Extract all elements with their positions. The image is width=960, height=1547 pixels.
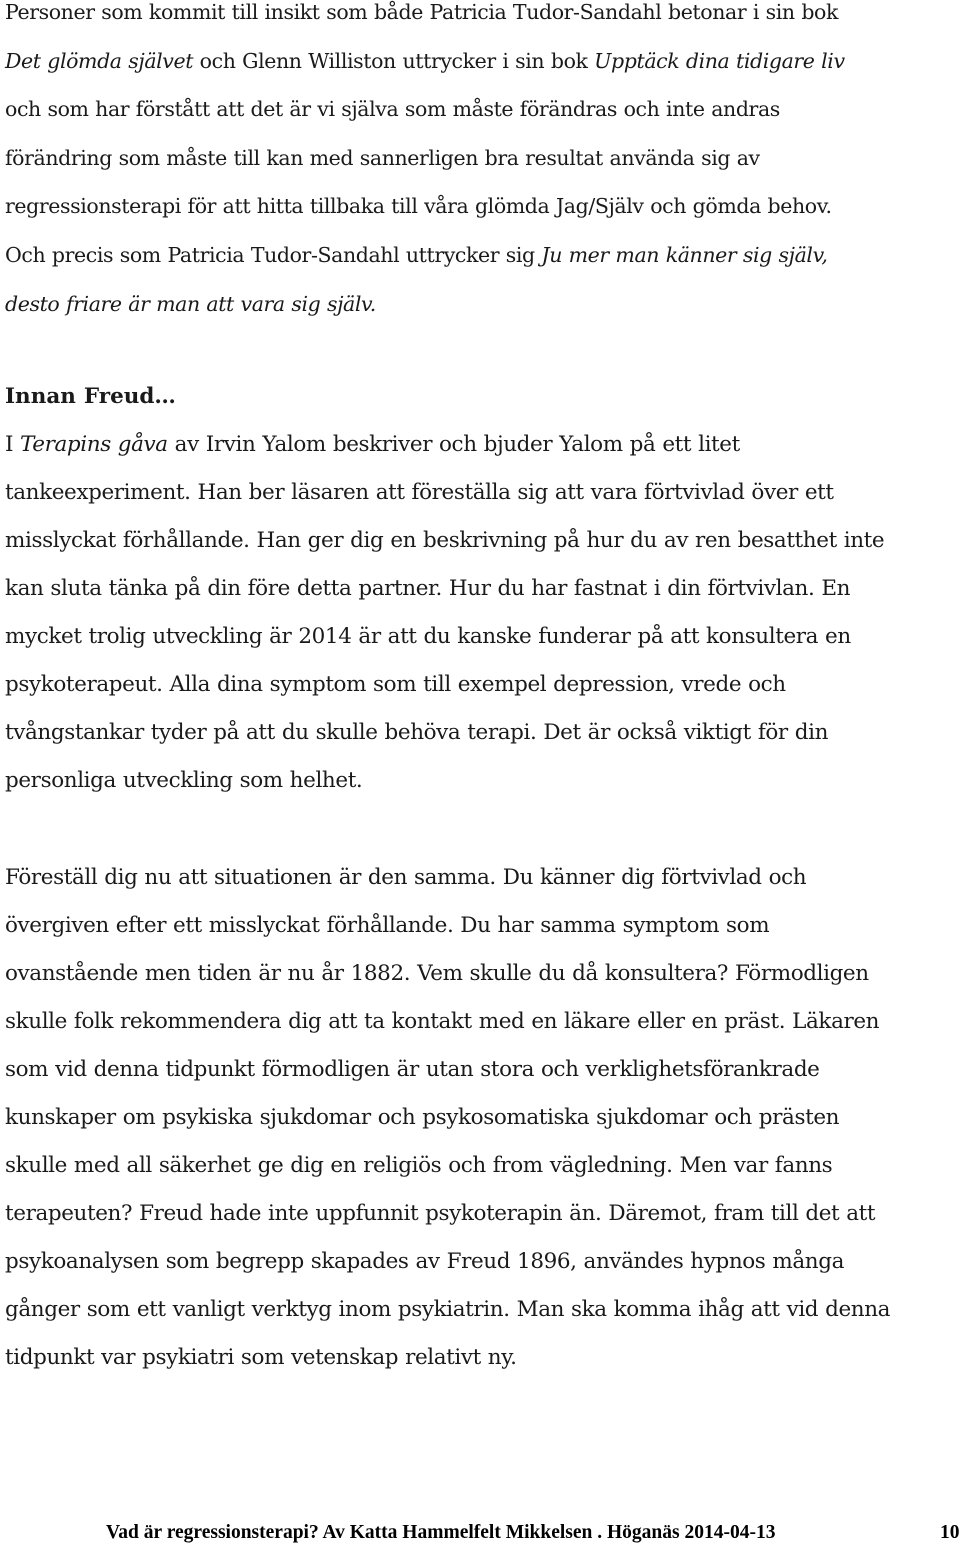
text-run: psykoterapeut. Alla dina symptom som till exempel depression, vrede och bbox=[5, 672, 786, 697]
text-run: Och precis som Patricia Tudor-Sandahl uttrycker sig bbox=[5, 242, 542, 267]
text-run: tankeexperiment. Han ber läsaren att föreställa sig att vara förtvivlad över ett bbox=[5, 480, 834, 505]
text-run: psykoanalysen som begrepp skapades av Freud 1896, användes hypnos många bbox=[5, 1249, 845, 1274]
text-run: kunskaper om psykiska sjukdomar och psykosomatiska sjukdomar och prästen bbox=[5, 1105, 840, 1130]
body-paragraph bbox=[5, 854, 955, 1382]
text-run: personliga utveckling som helhet. bbox=[5, 768, 363, 793]
text-run: kan sluta tänka på din före detta partner. Hur du har fastnat i din förtvivlan. En bbox=[5, 576, 851, 601]
quote-italic: desto friare är man att vara sig själv. bbox=[5, 291, 376, 316]
text-line bbox=[5, 1286, 955, 1334]
book-title-italic: Terapins gåva bbox=[20, 432, 168, 457]
text-line bbox=[5, 1238, 955, 1286]
footer-text: Vad är regressionsterapi? Av Katta Hammelfelt Mikkelsen . Höganäs 2014-04-13 bbox=[106, 1522, 776, 1543]
text-line bbox=[5, 421, 955, 469]
text-line bbox=[5, 661, 955, 709]
text-line bbox=[5, 469, 955, 517]
text-line bbox=[5, 1190, 955, 1238]
text-run: mycket trolig utveckling är 2014 är att du kanske funderar på att konsultera en bbox=[5, 624, 851, 649]
text-run: skulle folk rekommendera dig att ta kontakt med en läkare eller en präst. Läkaren bbox=[5, 1009, 880, 1034]
book-title-italic: Upptäck dina tidigare liv bbox=[594, 48, 845, 73]
text-line bbox=[5, 231, 955, 280]
page-footer bbox=[106, 1522, 960, 1544]
text-line bbox=[5, 854, 955, 902]
text-run: förändring som måste till kan med sannerligen bra resultat använda sig av bbox=[5, 145, 760, 170]
text-run: Föreställ dig nu att situationen är den samma. Du känner dig förtvivlad och bbox=[5, 865, 807, 890]
text-run: I bbox=[5, 432, 21, 457]
text-run: Personer som kommit till insikt som både Patricia Tudor-Sandahl betonar i sin bok bbox=[5, 0, 839, 24]
text-line bbox=[5, 902, 955, 950]
quote-italic: Ju mer man känner sig själv, bbox=[541, 242, 828, 267]
text-run: skulle med all säkerhet ge dig en religiös och from vägledning. Men var fanns bbox=[5, 1153, 833, 1178]
text-run: tidpunkt var psykiatri som vetenskap relativt ny. bbox=[5, 1345, 517, 1370]
page-number: 10 bbox=[940, 1522, 960, 1543]
text-line bbox=[5, 709, 955, 757]
text-line bbox=[5, 517, 955, 565]
book-title-italic: Det glömda självet bbox=[5, 48, 194, 73]
text-line bbox=[5, 134, 955, 183]
text-run: regressionsterapi för att hitta tillbaka till våra glömda Jag/Själv och gömda behov. bbox=[5, 194, 832, 219]
section-heading-line bbox=[5, 373, 955, 421]
text-line bbox=[5, 280, 955, 329]
text-line bbox=[5, 998, 955, 1046]
text-run: och Glenn Williston uttrycker i sin bok bbox=[193, 48, 595, 73]
text-line bbox=[5, 182, 955, 231]
text-run: misslyckat förhållande. Han ger dig en beskrivning på hur du av ren besatthet inte bbox=[5, 528, 885, 553]
text-line bbox=[5, 37, 955, 86]
text-line bbox=[5, 1142, 955, 1190]
text-run: som vid denna tidpunkt förmodligen är utan stora och verklighetsförankrade bbox=[5, 1057, 820, 1082]
text-line bbox=[5, 0, 955, 37]
text-line bbox=[5, 1094, 955, 1142]
intro-paragraph bbox=[5, 0, 955, 328]
text-run: övergiven efter ett misslyckat förhållande. Du har samma symptom som bbox=[5, 913, 770, 938]
text-line bbox=[5, 1334, 955, 1382]
text-line bbox=[5, 565, 955, 613]
text-run: gånger som ett vanligt verktyg inom psykiatrin. Man ska komma ihåg att vid denna bbox=[5, 1297, 891, 1322]
text-line bbox=[5, 757, 955, 805]
innan-freud-section bbox=[5, 373, 955, 805]
text-line bbox=[5, 85, 955, 134]
text-run: tvångstankar tyder på att du skulle behöva terapi. Det är också viktigt för din bbox=[5, 720, 829, 745]
text-line bbox=[5, 1046, 955, 1094]
text-line bbox=[5, 950, 955, 998]
text-run: ovanstående men tiden är nu år 1882. Vem skulle du då konsultera? Förmodligen bbox=[5, 961, 869, 986]
text-run: och som har förstått att det är vi själva som måste förändras och inte andras bbox=[5, 97, 780, 122]
text-run: av Irvin Yalom beskriver och bjuder Yalom på ett litet bbox=[167, 432, 740, 457]
section-heading: Innan Freud… bbox=[5, 384, 176, 409]
text-run: terapeuten? Freud hade inte uppfunnit psykoterapin än. Däremot, fram till det att bbox=[5, 1201, 876, 1226]
text-line bbox=[5, 613, 955, 661]
